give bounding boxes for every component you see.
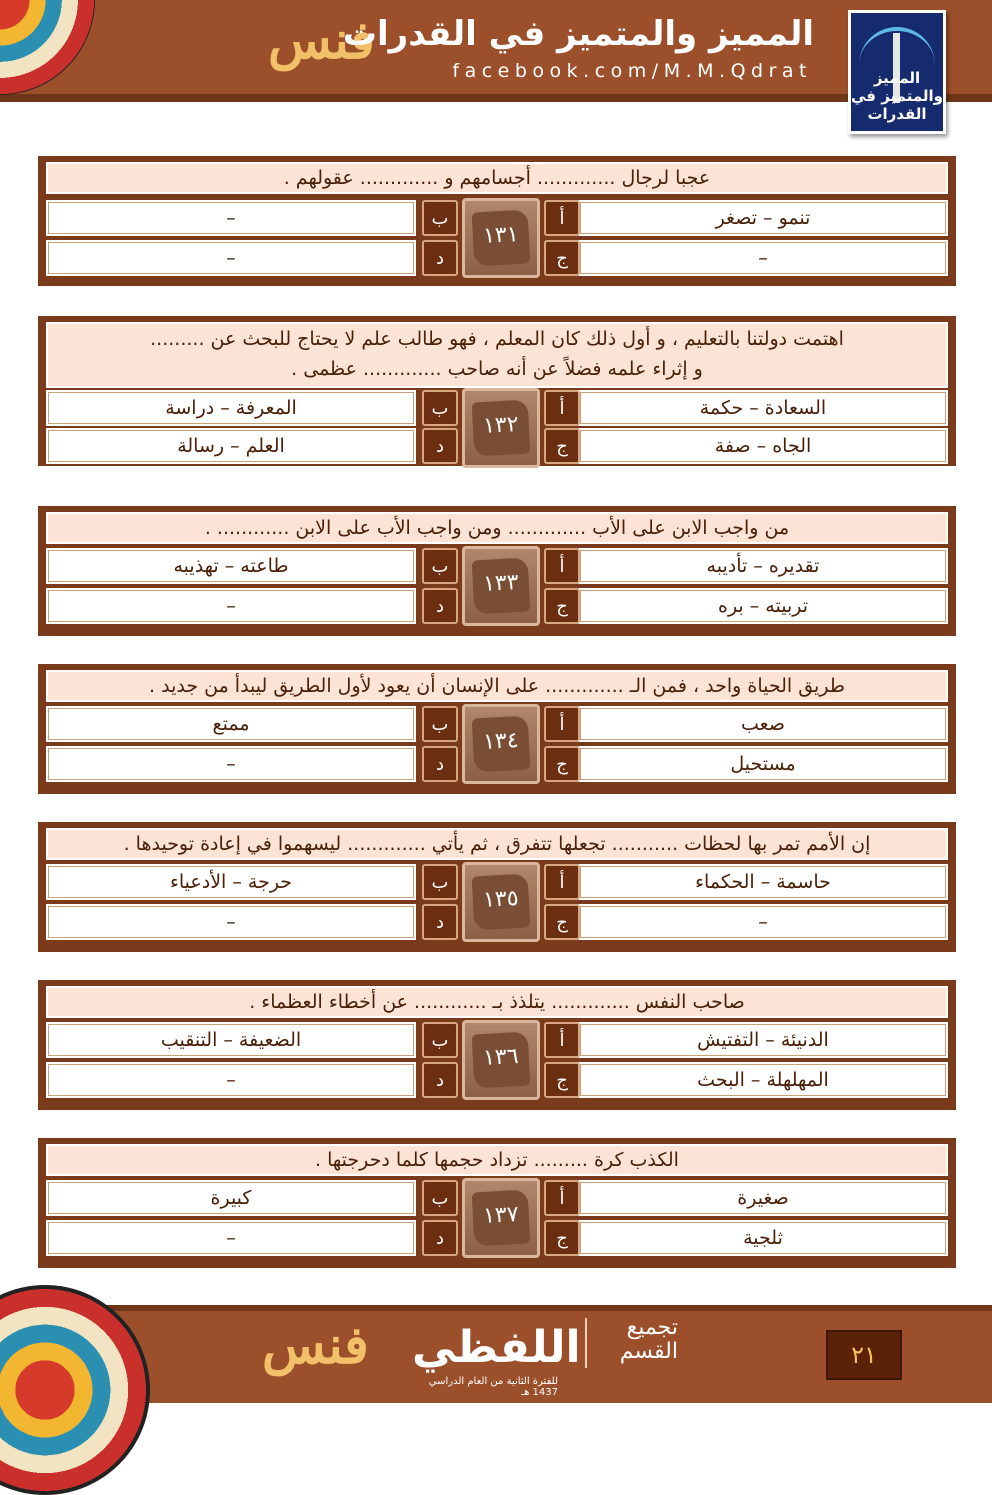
option-letter-b: ب (422, 706, 458, 742)
option-letter-a: أ (544, 864, 580, 900)
brand-subtitle: للفترة الثانية من العام الدراسي 1437 هـ (428, 1376, 558, 1398)
option-d[interactable]: – (46, 904, 416, 940)
question-number: ١٣٤ (472, 716, 531, 773)
option-b[interactable]: الضعيفة – التنقيب (46, 1022, 416, 1058)
question-text: إن الأمم تمر بها لحظات ........... تجعلها تتفرق ، ثم يأتي ............. ليسهموا في إعادة توحيدها . (46, 828, 948, 860)
footer-stripe (0, 1305, 992, 1311)
option-c[interactable]: ثلجية (578, 1220, 948, 1256)
option-letter-a: أ (544, 200, 580, 236)
option-letter-c: ج (544, 904, 580, 940)
question-block (38, 1138, 956, 1268)
question-number-badge (462, 388, 540, 468)
option-letter-c: ج (544, 746, 580, 782)
question-text: عجبا لرجال ............. أجسامهم و ............. عقولهم . (46, 162, 948, 194)
option-a[interactable]: تنمو – تصغر (578, 200, 948, 236)
option-a[interactable]: حاسمة – الحكماء (578, 864, 948, 900)
site-url[interactable]: facebook.com/M.M.Qdrat (452, 60, 812, 82)
option-letter-c: ج (544, 240, 580, 276)
question-block (38, 506, 956, 636)
question-number: ١٣٦ (472, 1032, 531, 1089)
option-d[interactable]: – (46, 1220, 416, 1256)
option-a[interactable]: صعب (578, 706, 948, 742)
question-number: ١٣٢ (472, 400, 531, 457)
option-letter-d: د (422, 746, 458, 782)
option-letter-d: د (422, 904, 458, 940)
question-text: طريق الحياة واحد ، فمن الـ ............. على الإنسان أن يعود لأول الطريق ليبدأ من جديد . (46, 670, 948, 702)
option-letter-b: ب (422, 1022, 458, 1058)
option-letter-c: ج (544, 588, 580, 624)
site-logo (848, 10, 946, 134)
option-d[interactable]: العلم – رسالة (46, 428, 416, 464)
option-a[interactable]: السعادة – حكمة (578, 390, 948, 426)
option-a[interactable]: تقديره – تأديبه (578, 548, 948, 584)
question-number-badge (462, 1178, 540, 1258)
question-number: ١٣٥ (472, 874, 531, 931)
option-c[interactable]: المهلهلة – البحث (578, 1062, 948, 1098)
option-b[interactable]: المعرفة – دراسة (46, 390, 416, 426)
page-number: ٢١ (826, 1330, 902, 1380)
option-c[interactable]: الجاه – صفة (578, 428, 948, 464)
option-letter-b: ب (422, 390, 458, 426)
option-letter-a: أ (544, 1022, 580, 1058)
question-text: اهتمت دولتنا بالتعليم ، و أول ذلك كان المعلم ، فهو طالب علم لا يحتاج للبحث عن ......... و إثراء علمه فضلاً عن أنه صاحب ............. عظمى . (46, 322, 948, 388)
question-number: ١٣٧ (472, 1190, 531, 1247)
option-b[interactable]: – (46, 200, 416, 236)
option-d[interactable]: – (46, 746, 416, 782)
option-letter-b: ب (422, 864, 458, 900)
option-letter-d: د (422, 1220, 458, 1256)
option-d[interactable]: – (46, 1062, 416, 1098)
option-c[interactable]: تربيته – بره (578, 588, 948, 624)
question-block (38, 822, 956, 952)
question-block (38, 980, 956, 1110)
option-letter-b: ب (422, 548, 458, 584)
header-calligraphy: فنس (268, 10, 375, 71)
option-letter-a: أ (544, 390, 580, 426)
option-letter-a: أ (544, 1180, 580, 1216)
question-number-badge (462, 704, 540, 784)
footer-divider (585, 1318, 587, 1368)
option-a[interactable]: الدنيئة – التفتيش (578, 1022, 948, 1058)
option-a[interactable]: صغيرة (578, 1180, 948, 1216)
option-letter-c: ج (544, 1220, 580, 1256)
option-letter-d: د (422, 588, 458, 624)
question-block (38, 664, 956, 794)
option-c[interactable]: – (578, 904, 948, 940)
question-text: من واجب الابن على الأب ............. ومن واجب الأب على الابن ............ . (46, 512, 948, 544)
header-stripe (0, 94, 992, 102)
brand-side-line2: القسم (619, 1339, 678, 1364)
question-block (38, 316, 956, 466)
option-d[interactable]: – (46, 588, 416, 624)
footer-calligraphy: فنس (262, 1315, 369, 1376)
option-letter-a: أ (544, 548, 580, 584)
logo-text: المميز والمتميز في القدرات (850, 69, 943, 123)
question-number-badge (462, 546, 540, 626)
option-letter-a: أ (544, 706, 580, 742)
option-letter-b: ب (422, 1180, 458, 1216)
question-text: الكذب كرة ......... تزداد حجمها كلما دحرجتها . (46, 1144, 948, 1176)
brand-side-line1: تجميع (626, 1315, 678, 1340)
brand-side-text (598, 1316, 678, 1364)
option-letter-d: د (422, 240, 458, 276)
brand-title: اللفظي (412, 1322, 581, 1373)
option-d[interactable]: – (46, 240, 416, 276)
option-c[interactable]: – (578, 240, 948, 276)
option-b[interactable]: كبيرة (46, 1180, 416, 1216)
question-number: ١٣١ (472, 210, 531, 267)
site-title: المميز والمتميز في القدرات (342, 14, 814, 54)
option-letter-b: ب (422, 200, 458, 236)
question-text: صاحب النفس ............. يتلذذ بـ ............ عن أخطاء العظماء . (46, 986, 948, 1018)
question-number-badge (462, 1020, 540, 1100)
question-number: ١٣٣ (472, 558, 531, 615)
option-b[interactable]: حرجة – الأدعياء (46, 864, 416, 900)
option-letter-d: د (422, 1062, 458, 1098)
question-number-badge (462, 862, 540, 942)
question-block (38, 156, 956, 286)
option-letter-c: ج (544, 428, 580, 464)
option-letter-c: ج (544, 1062, 580, 1098)
option-c[interactable]: مستحيل (578, 746, 948, 782)
question-number-badge (462, 198, 540, 278)
option-b[interactable]: ممتع (46, 706, 416, 742)
option-b[interactable]: طاعته – تهذيبه (46, 548, 416, 584)
option-letter-d: د (422, 428, 458, 464)
